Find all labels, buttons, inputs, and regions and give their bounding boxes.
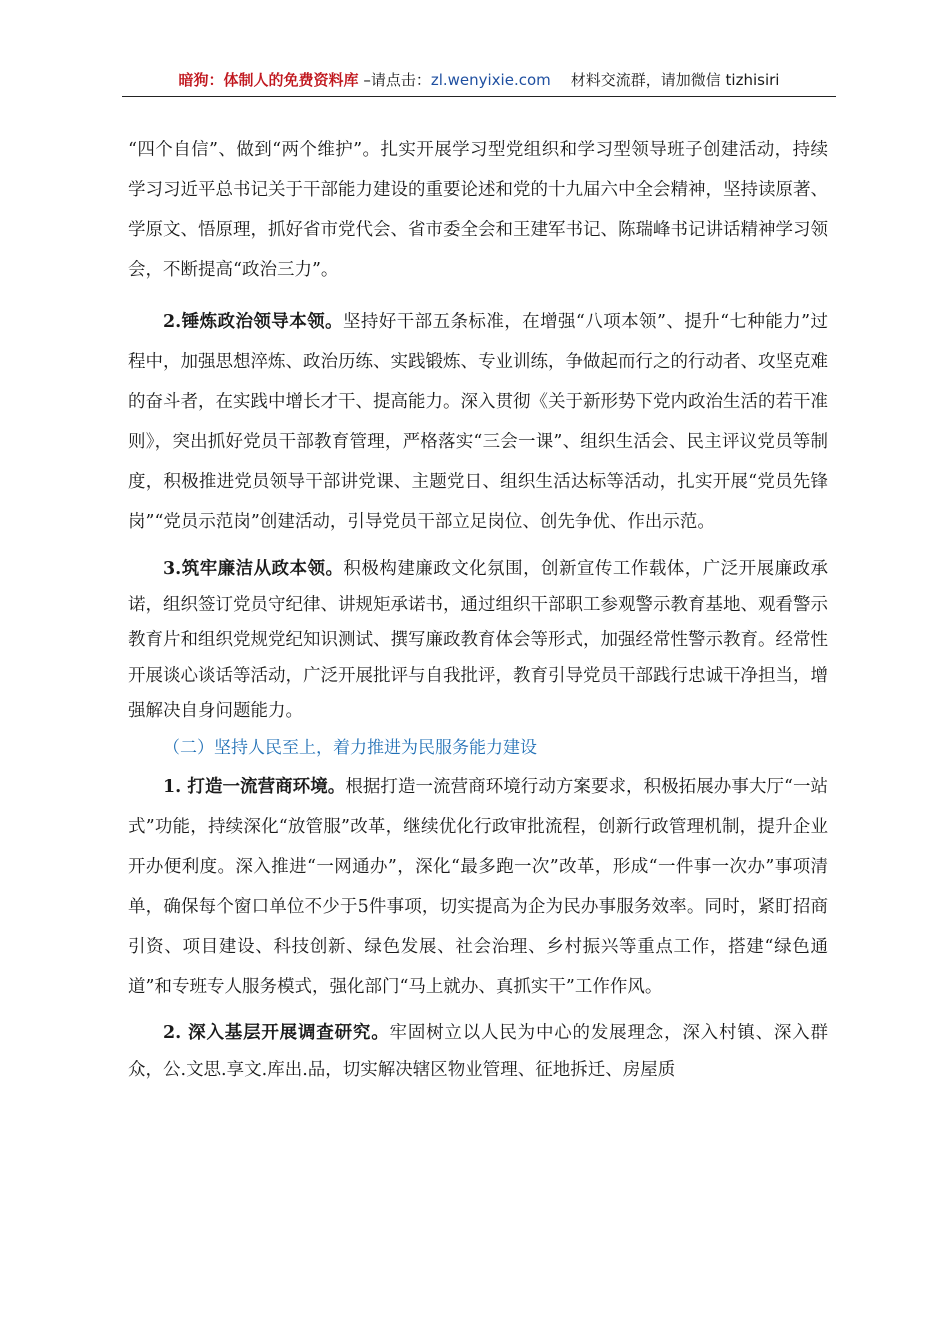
paragraph-item-2 <box>128 302 828 542</box>
header-divider <box>122 96 836 97</box>
section2-item-1-text: 根据打造一流营商环境行动方案要求，积极拓展办事大厅“一站式”功能，持续深化“放管服”改革，继续优化行政审批流程，创新行政管理机制，提升企业开办便利度。深入推进“一网通办”，深化“最多跑一次”改革，形成“一件事一次办”事项清单，确保每个窗口单位不少于5件事项，切实提高为企为民办事服务效率。同时，紧盯招商引资、项目建设、科技创新、绿色发展、社会治理、乡村振兴等重点工作，搭建“绿色通道”和专班专人服务模式，强化部门“马上就办、真抓实干”工作作风。 <box>128 776 828 997</box>
header-url-link[interactable]: zl.wenyixie.com <box>430 71 551 89</box>
paragraph-section2-item-1 <box>128 767 828 1007</box>
page-header <box>122 66 836 94</box>
section2-item-1-title: 1. 打造一流营商环境。 <box>163 776 346 797</box>
paragraph-item-3 <box>128 552 828 730</box>
item-3-text: 积极构建廉政文化氛围，创新宣传工作载体，广泛开展廉政承诺，组织签订党员守纪律、讲规矩承诺书，通过组织干部职工参观警示教育基地、观看警示教育片和组织党规党纪知识测试、撰写廉政教育体会等形式，加强经常性警示教育。经常性开展谈心谈话等活动，广泛开展批评与自我批评，教育引导党员干部践行忠诚干净担当，增强解决自身问题能力。 <box>128 559 828 721</box>
item-2-title: 2.锤炼政治领导本领。 <box>163 312 343 332</box>
paragraph-continued: “四个自信”、做到“两个维护”。扎实开展学习型党组织和学习型领导班子创建活动，持续学习习近平总书记关于干部能力建设的重要论述和党的十九届六中全会精神，坚持读原著、学原文、悟原理，抓好省市党代会、省市委全会和王建军书记、陈瑞峰书记讲话精神学习领会，不断提高“政治三力”。 <box>128 140 828 280</box>
item-2-text: 坚持好干部五条标准，在增强“八项本领”、提升“七种能力”过程中，加强思想淬炼、政治历练、实践锻炼、专业训练，争做起而行之的行动者、攻坚克难的奋斗者，在实践中增长才干、提高能力。深入贯彻《关于新形势下党内政治生活的若干准则》，突出抓好党员干部教育管理，严格落实“三会一课”、组织生活会、民主评议党员等制度，积极推进党员领导干部讲党课、主题党日、组织生活达标等活动，扎实开展“党员先锋岗”“党员示范岗”创建活动，引导党员干部立足岗位、创先争优、作出示范。 <box>128 312 828 532</box>
section2-item-2-title: 2. 深入基层开展调查研究。 <box>163 1022 390 1043</box>
section2-item-2-text: 牢固树立以人民为中心的发展理念，深入村镇、深入群众，公.文思.享文.库出.品，切实解决辖区物业管理、征地拆迁、房屋质 <box>128 1022 828 1080</box>
header-brand: 暗狗：体制人的免费资料库 <box>178 71 359 89</box>
header-group-text: 材料交流群，请加微信 tizhisiri <box>570 71 780 89</box>
item-3-title: 3.筑牢廉洁从政本领。 <box>163 559 344 579</box>
header-click-prompt: –请点击： <box>358 71 431 89</box>
document-body <box>128 130 828 1090</box>
paragraph-section2-item-2 <box>128 1015 828 1090</box>
section-heading-2: （二）坚持人民至上，着力推进为民服务能力建设 <box>163 737 537 758</box>
